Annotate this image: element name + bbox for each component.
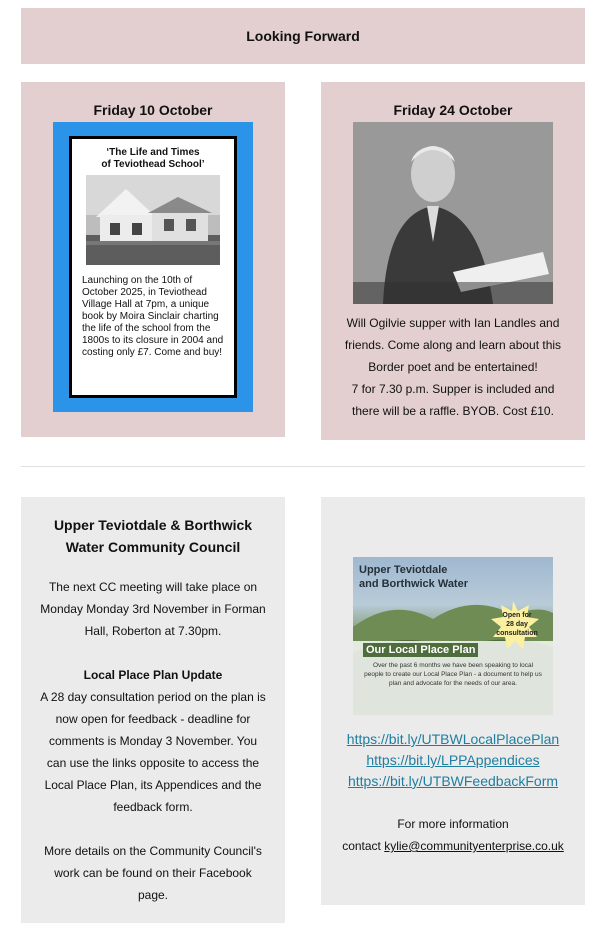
- contact-info: [321, 813, 585, 857]
- poster-text: Over the past 6 months we have been speaking to local people to create our Local Place Plan - a document to help us plan and advocate for the needs of our area.: [364, 662, 542, 687]
- description-line: Border poet and be entertained!: [368, 360, 538, 374]
- consultation-badge: [495, 611, 539, 638]
- badge-line: 28 day: [506, 621, 528, 628]
- flyer-description: Launching on the 10th of October 2025, in Teviothead Village Hall at 7pm, a unique book by Moira Sinclair charting the life of the school from the 1800s to its closure in 2004 and costing only £7. Come and buy!: [82, 275, 224, 358]
- lpp-line: Local Place Plan, its Appendices and the: [44, 778, 262, 792]
- community-council-card: [21, 497, 285, 923]
- description-line: friends. Come along and learn about this: [344, 338, 562, 352]
- meeting-line: The next CC meeting will take place on: [48, 580, 258, 594]
- lpp-heading: Local Place Plan Update: [83, 668, 223, 682]
- local-place-plan-link[interactable]: https://bit.ly/UTBWLocalPlacePlan: [346, 731, 560, 747]
- supper-description: [321, 312, 585, 422]
- description-line: Will Ogilvie supper with Ian Landles and: [346, 316, 560, 330]
- school-photo-image: [86, 175, 220, 265]
- feedback-form-link[interactable]: https://bit.ly/UTBWFeedbackForm: [347, 773, 559, 789]
- event-date: Friday 10 October: [93, 102, 213, 118]
- more-line: work can be found on their Facebook: [54, 866, 252, 880]
- meeting-line: Hall, Roberton at 7.30pm.: [84, 624, 222, 638]
- info-line: For more information: [397, 817, 509, 831]
- contact-email-link[interactable]: kylie@communityenterprise.co.uk: [384, 839, 564, 853]
- badge-line: consultation: [496, 630, 538, 637]
- local-place-plan-card: [321, 497, 585, 905]
- portrait-image: [353, 122, 553, 304]
- lpp-line: now open for feedback - deadline for: [55, 712, 251, 726]
- book-launch-flyer: [53, 122, 253, 412]
- flyer-content: [69, 136, 237, 398]
- description-line: there will be a raffle. BYOB. Cost £10.: [352, 404, 554, 418]
- council-title-line: Water Community Council: [65, 539, 241, 555]
- school-photo: [86, 175, 220, 265]
- lpp-update: [21, 664, 285, 818]
- page-title: Looking Forward: [246, 28, 360, 44]
- event-date: Friday 24 October: [393, 102, 513, 118]
- lpp-line: A 28 day consultation period on the plan is: [40, 690, 266, 704]
- contact-line: [321, 835, 585, 857]
- plan-links: [321, 729, 585, 792]
- more-line: More details on the Community Council's: [44, 844, 262, 858]
- badge-line: Open for: [502, 612, 532, 619]
- poster-title: [359, 563, 468, 591]
- header-banner: [21, 8, 585, 64]
- poster-title-line: Upper Teviotdale: [359, 564, 448, 576]
- will-ogilvie-portrait: [353, 122, 553, 304]
- poster-title-line: and Borthwick Water: [359, 578, 468, 590]
- meeting-line: Monday Monday 3rd November in Forman: [40, 602, 266, 616]
- local-place-plan-poster: [353, 557, 553, 715]
- appendices-link[interactable]: https://bit.ly/LPPAppendices: [366, 752, 540, 768]
- event-card-ogilvie-supper: [321, 82, 585, 440]
- contact-prefix: contact: [342, 839, 385, 853]
- more-line: page.: [137, 888, 169, 902]
- poster-heading: Our Local Place Plan: [363, 643, 478, 657]
- flyer-title-line: ‘The Life and Times: [106, 147, 200, 158]
- lpp-line: can use the links opposite to access the: [46, 756, 260, 770]
- lpp-line: comments is Monday 3 November. You: [48, 734, 258, 748]
- section-divider: [21, 466, 585, 467]
- event-card-school-book: [21, 82, 285, 437]
- council-title: [21, 514, 285, 558]
- flyer-title-line: of Teviothead School’: [101, 159, 205, 170]
- description-line: 7 for 7.30 p.m. Supper is included and: [351, 382, 555, 396]
- lpp-line: feedback form.: [113, 800, 193, 814]
- more-details: [21, 840, 285, 906]
- council-title-line: Upper Teviotdale & Borthwick: [53, 517, 253, 533]
- meeting-notice: [21, 576, 285, 642]
